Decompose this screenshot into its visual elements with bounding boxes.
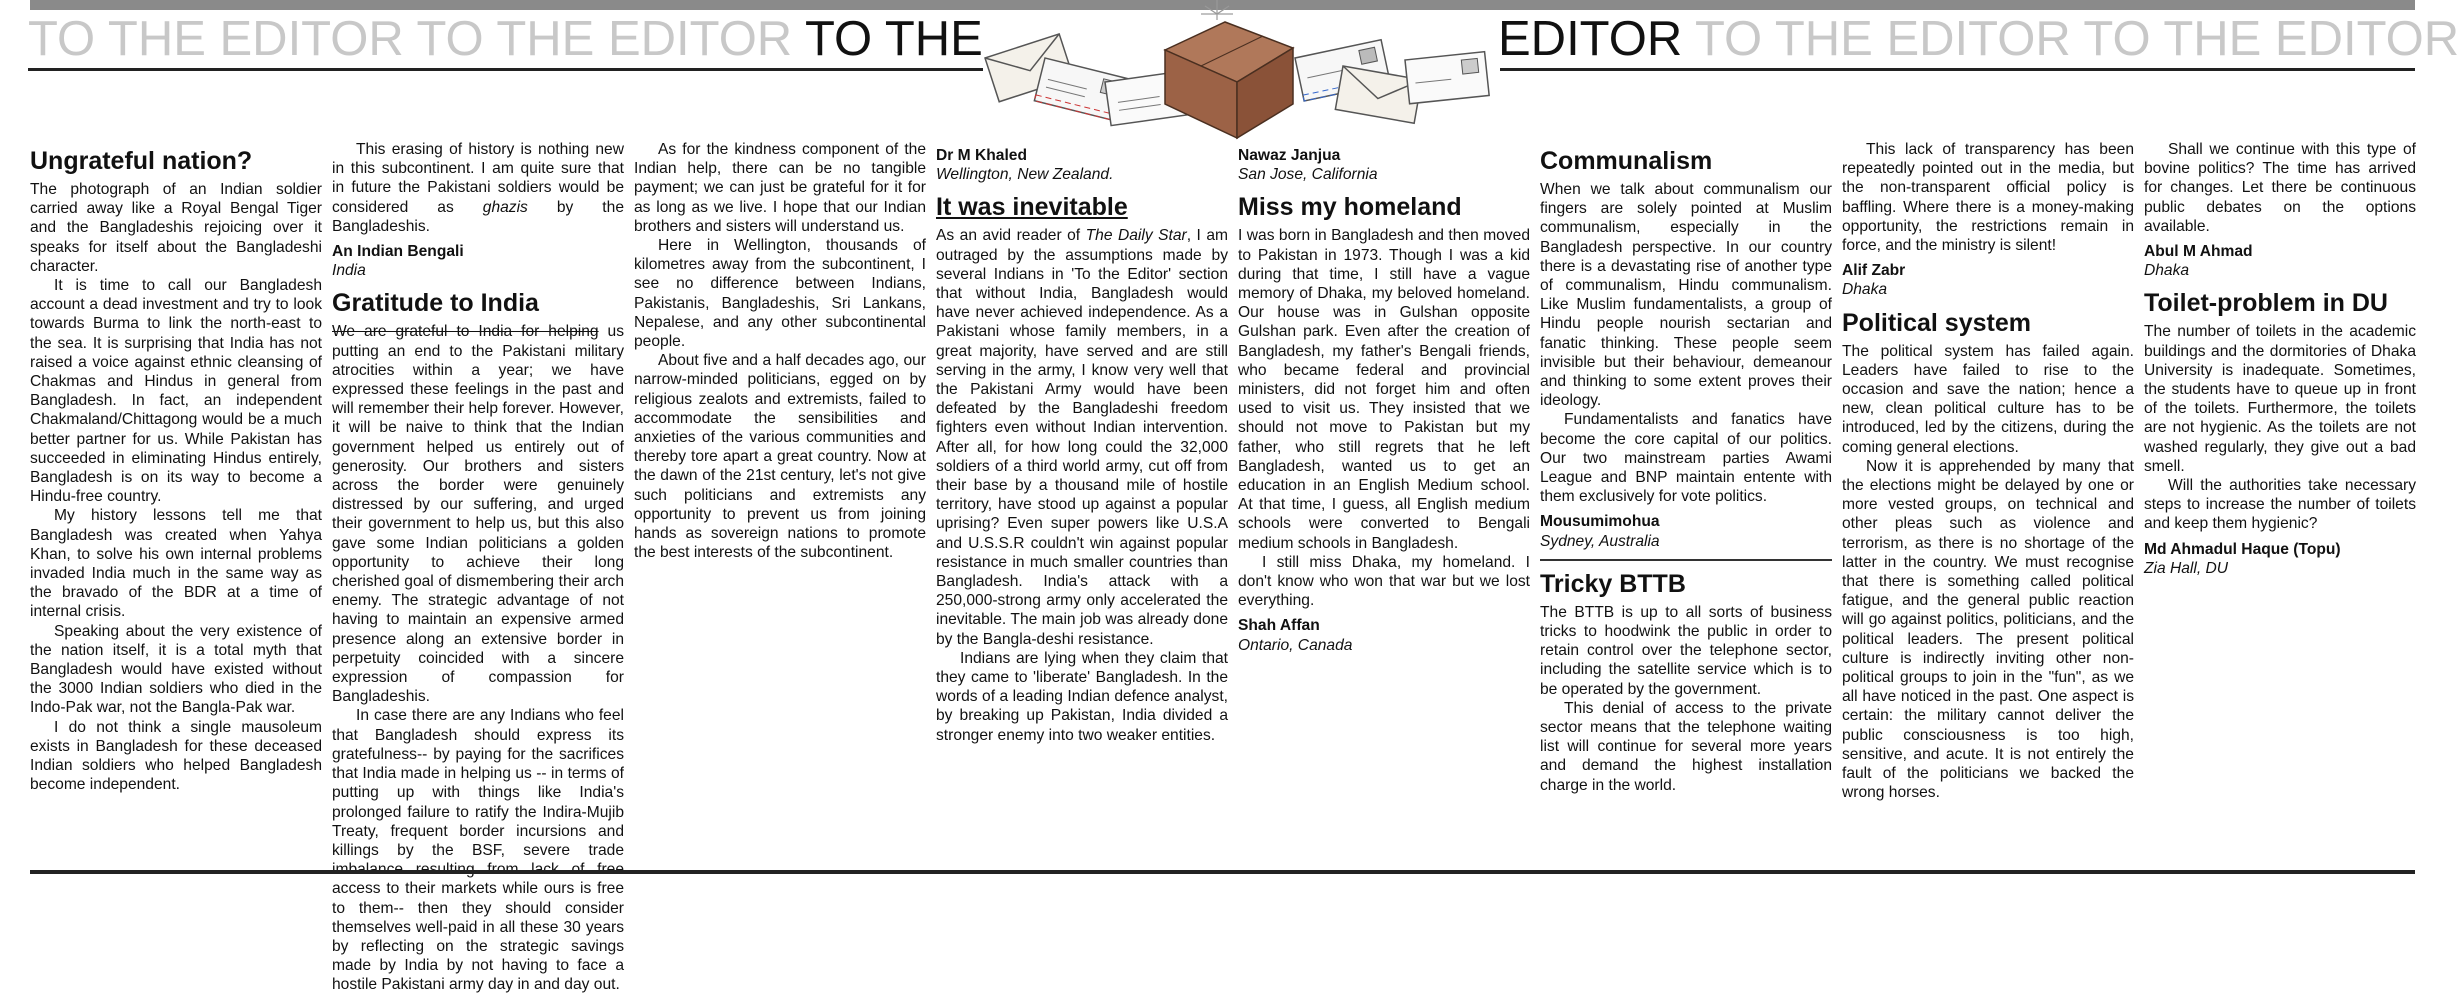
letter-signature: Abul M Ahmad [2144, 243, 2253, 261]
letter-paragraph [332, 322, 624, 706]
letter-title-ungrateful: Ungrateful nation? [30, 147, 253, 175]
letter-signature: Nawaz Janjua [1238, 147, 1341, 164]
masthead-right-faded: TO THE EDITOR TO THE EDITOR [1694, 12, 2459, 66]
column-8 [2144, 140, 2416, 865]
letter-paragraph: I do not think a single mausoleum exists in Bangladesh for these deceased Indian soldiers who helped Bangladesh become independent. [30, 718, 322, 794]
column-3 [634, 140, 926, 865]
letter-location: Dhaka [1842, 281, 1888, 299]
column-6 [1540, 140, 1832, 865]
letter-text: As an avid reader of [936, 227, 1081, 245]
masthead-left [28, 8, 988, 70]
letter-signature: An Indian Bengali [332, 243, 464, 261]
letter-paragraph: Speaking about the very existence of the nation itself, it is a total myth that Bangladesh would have existed without the 3000 Indian soldiers who died in the Indo-Pak war, not the Bangla-Pak war. [30, 622, 322, 717]
column-2 [332, 140, 624, 994]
letter-title-toilet: Toilet-problem in DU [2144, 289, 2388, 318]
column-1 [30, 140, 322, 865]
masthead-left-faded: TO THE EDITOR TO THE EDITOR [28, 12, 793, 66]
masthead-right-underline [1500, 68, 2415, 71]
masthead-right-strong: EDITOR [1498, 12, 1683, 66]
letter-paragraph: This denial of access to the private sector means that the telephone waiting list will continue for several more years and demand the highest installation charge in the world. [1540, 699, 1832, 794]
bottom-rule [30, 870, 2415, 874]
letter-paragraph: Will the authorities take necessary steps to increase the number of toilets and keep them hygienic? [2144, 477, 2416, 533]
letter-title-political: Political system [1842, 308, 2031, 337]
letter-location: Ontario, Canada [1238, 636, 1353, 654]
letter-text: This erasing of history is nothing new in this subcontinent. I am quite sure that in future the Pakistani soldiers would be considered as [332, 141, 624, 216]
letter-signature: Md Ahmadul Haque (Topu) [2144, 540, 2341, 558]
masthead-right [1498, 8, 2459, 70]
letter-signature: Dr M Khaled [936, 147, 1027, 164]
letter-paragraph: It is time to call our Bangladesh account a dead investment and try to look towards Burma to link the north-east to the sea. It is surprising that India has not raised a voice against ethnic cleansing of Chakmas and Hindus in general from Bangladesh. In fact, an independent Chakmaland/Chittagong would be a much better partner for us. While Pakistan has succeeded in eliminating Hindus entirely, Bangladesh is on its way to become a Hindu-free country. [30, 277, 322, 506]
letter-italic: ghazis [482, 198, 528, 216]
letter-paragraph [332, 140, 624, 236]
letter-location: San Jose, California [1238, 166, 1378, 184]
letter-paragraph: I still miss Dhaka, my homeland. I don't know who won that war but we lost everything. [1238, 553, 1530, 610]
letter-text: , I am outraged by the assumptions made by several Indians in 'To the Editor' section that without India, Bangladesh would have never achieved independence. As a Pakistani whose family members, in a great majority, have served and are still serving in the army, I know very well that the Pakistani Army would have been defeated by the Bangladeshi freedom fighters even without Indian intervention. After all, for how long could the 32,000 soldiers of a third world army, cut off from their base by a thousand mile of hostile territory, have stood up against a popular uprising? Even super powers like U.S.A and U.S.S.R couldn't win against popular resistance in much smaller countries than Bangladesh. India's attack with a 250,000-strong army only accelerated the inevitable. The main job was already done by the Bangla-deshi resistance. [936, 227, 1228, 648]
letter-location: Zia Hall, DU [2144, 559, 2229, 577]
letter-title-gratitude: Gratitude to India [332, 289, 539, 318]
letter-title-communalism: Communalism [1540, 147, 1713, 175]
letter-text: by the Bangladeshis. [332, 198, 624, 235]
envelopes-illustration-icon [975, 0, 1495, 145]
letter-paragraph: Here in Wellington, thousands of kilometres away from the subcontinent, I see no difference between Indians, Pakistanis, Bangladeshis, Sri Lankans, Nepalese, and any other subcontinental people. [634, 237, 926, 351]
letter-location: Sydney, Australia [1540, 532, 1660, 550]
letter-paragraph: Indians are lying when they claim that they came to 'liberate' Bangladesh. In the words of a leading Indian defence analyst, by breaking up Pakistan, India divided a stronger enemy into two weaker entities. [936, 649, 1228, 744]
divider [1540, 559, 1832, 561]
letter-paragraph: Fundamentalists and fanatics have become the core capital of our politics. Our two mainstream parties Awami League and BNP maintain entente with them exclusively for vote politics. [1540, 411, 1832, 506]
letter-title-homeland: Miss my homeland [1238, 193, 1462, 222]
letter-location: Wellington, New Zealand. [936, 166, 1114, 184]
letter-paragraph: I was born in Bangladesh and then moved to Pakistan in 1973. Though I was a kid during that time, I still have a vague memory of Dhaka, my beloved homeland. Our house was in Gulshan opposite Gulshan park. Even after the creation of Bangladesh, my father's Bengali friends, who became federal and provincial ministers, did not forget him and often used to visit us. They insisted that we should not move to Pakistan but my father, who still regrets that he left Bangladesh, wanted us to get an education in an English Medium school. At that time, I guess, all English medium schools were converted to Bengali medium schools in Bangladesh. [1238, 227, 1530, 552]
column-4 [936, 140, 1228, 865]
letter-title-bttb: Tricky BTTB [1540, 569, 1686, 598]
letter-title-inevitable: It was inevitable [936, 193, 1128, 222]
letter-location: Dhaka [2144, 262, 2190, 280]
letter-signature: Alif Zabr [1842, 262, 1906, 280]
letter-italic: The Daily Star [1085, 227, 1187, 245]
letter-signature: Shah Affan [1238, 617, 1320, 635]
column-7 [1842, 140, 2134, 865]
letter-signature: Mousumimohua [1540, 513, 1660, 531]
masthead-left-strong: TO THE [804, 12, 983, 66]
letter-text: us putting an end to the Pakistani military atrocities within a year; we have expressed these feelings in the past and will remember their help forever. However, it will be naive to think that the Indian government helped us entirely out of generosity. Our brothers and sisters across the border were genuinely distressed by our suffering, and urged their government to help us, but this also gave some Indian politicians a golden opportunity to achieve their long cherished goal of dismembering their arch enemy. The strategic advantage of not having to maintain an expensive armed presence along an extensive border in perpetuity coincided with a sincere expression of compassion for Bangladeshis. [332, 323, 624, 706]
letter-paragraph: The number of toilets in the academic buildings and the dormitories of Dhaka University is inadequate. Sometimes, the students have to queue up in front of the toilets. Furthermore, the toilets are not hygienic. As the toilets are not washed regularly, they give out a bad smell. [2144, 323, 2416, 475]
letter-paragraph [936, 226, 1228, 648]
letter-paragraph: In case there are any Indians who feel that Bangladesh should express its gratefulness-- by paying for the sacrifices that India made in helping us -- in terms of putting up with things like India's prolonged failure to ratify the Indira-Mujib Treaty, frequent border incursions and killings by the BSF, severe trade access to their markets while ours is free to them-- then they should consider themselves well-paid in all these 30 years by reflecting on the strategic savings made by India by not having to face a hostile Pakistani army day in and day out. [332, 707, 624, 994]
letter-paragraph: The photograph of an Indian soldier carried away like a Royal Bengal Tiger and the Bangladeshis rejoicing over it speaks for itself about the Bangladeshi character. [30, 181, 322, 275]
letter-paragraph: The BTTB is up to all sorts of business tricks to hoodwink the public in order to retain control over the telephone sector, including the satellite service which is to be operated by the government. [1540, 603, 1832, 698]
letter-paragraph: Now it is apprehended by many that the elections might be delayed by one or more vested groups, on technical and other pleas such as violence and terrorism, as there is no shortage of the latter in the country. We must recognise that there is something called political fatigue, and the general public reaction will go against politics, politicians, and the political leaders. The present political culture is indirectly inviting other non-political groups to join in the "fun", as we all have noticed in the past. One aspect is certain: the military cannot deliver the public consciousness is too high, sensitive, and acute. It is not entirely the fault of the politicians we backed the wrong horses. [1842, 457, 2134, 802]
letter-paragraph: Shall we continue with this type of bovine politics? The time has arrived for changes. Let there be continuous public debates on the options available. [2144, 141, 2416, 235]
letter-paragraph: As for the kindness component of the Indian help, there can be no tangible payment; we can just be grateful for it for as long as we live. I hope that our Indian brothers and sisters will understand us. [634, 141, 926, 235]
letter-paragraph: About five and a half decades ago, our narrow-minded politicians, egged on by religious zealots and extremists, failed to accommodate the sensibilities and anxieties of the various communities and thereby tore apart a great country. Now at the dawn of the 21st century, let's not give such politicians and extremists any opportunity to prevent us from joining hands as sovereign nations to promote the best interests of the subcontinent. [634, 352, 926, 562]
column-5 [1238, 140, 1530, 865]
letter-paragraph: The political system has failed again. Leaders have failed to rise to the occasion and save the nation; hence a new, clean political culture has to be introduced, led by the citizens, during the coming general elections. [1842, 342, 2134, 456]
letter-paragraph: My history lessons tell me that Bangladesh was created when Yahya Khan, to solve his own internal problems invaded India much in the same way as the bravado of the BDR at a time of internal crisis. [30, 507, 322, 621]
letter-strikethrough: We are grateful to India for helping [332, 323, 599, 341]
masthead-left-underline [28, 68, 983, 71]
letter-paragraph: When we talk about communalism our fingers are solely pointed at Muslim communalism, especially in the Bangladesh perspective. In our country there is a devastating rise of another type of communalism, Hindu communalism. Like Muslim fundamentalists, a group of Hindu people nourish sectarian and fanatic thinking. These people seem invisible but their behaviour, demeanour and thinking to some extent proves their ideology. [1540, 181, 1832, 410]
letter-location: India [332, 262, 366, 280]
letter-paragraph: This lack of transparency has been repeatedly pointed out in the media, but the non-transparent official policy is baffling. Where there is a money-making opportunity, the restrictions remain in force, and the ministry is silent! [1842, 141, 2134, 255]
